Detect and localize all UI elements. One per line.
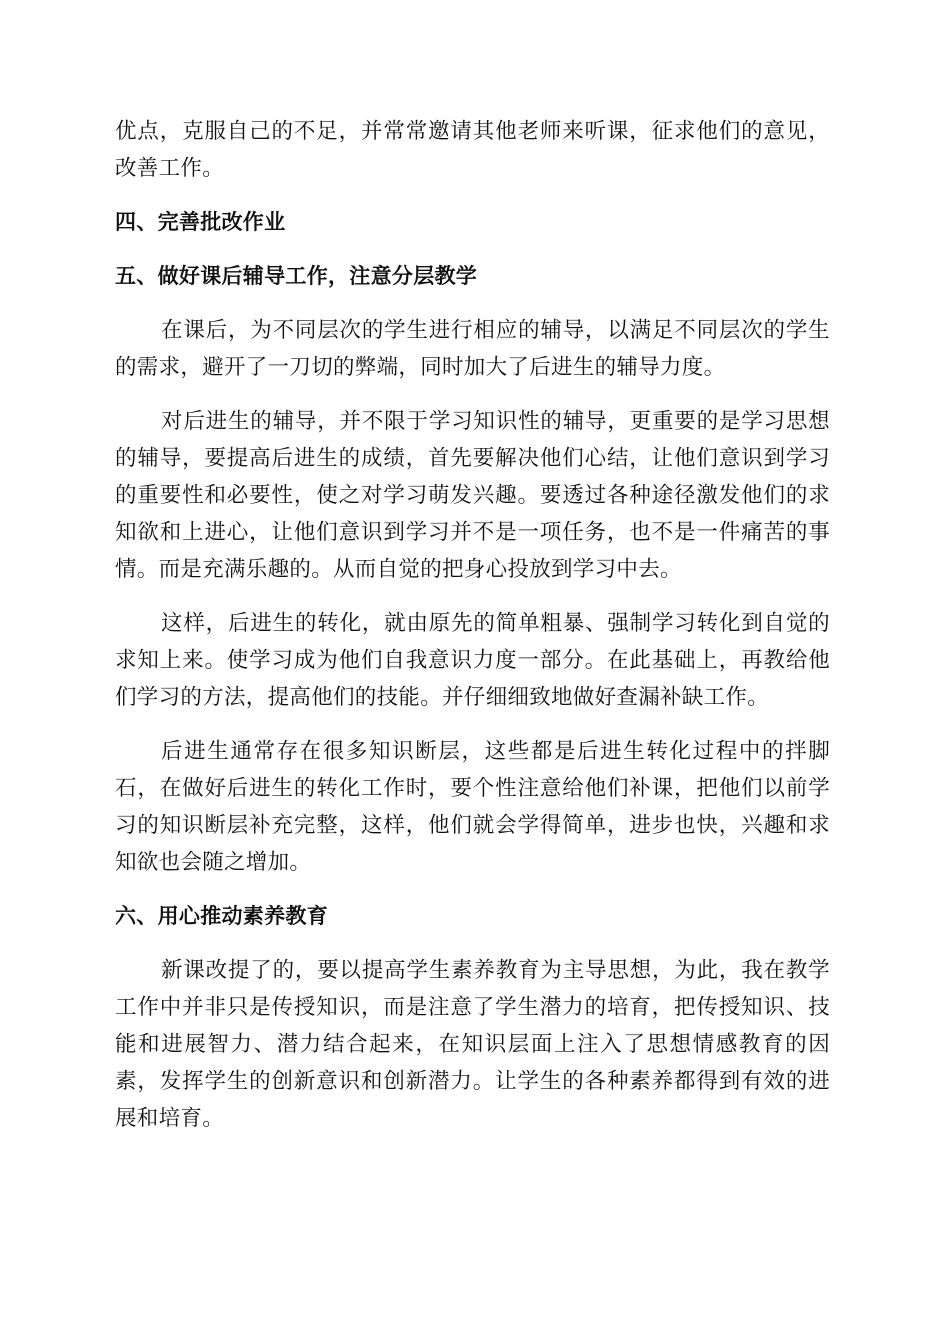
intro-paragraph: 优点，克服自己的不足，并常常邀请其他老师来听课，征求他们的意见，改善工作。 [115, 119, 830, 181]
section-5-paragraph: 后进生通常存在很多知识断层，这些都是后进生转化过程中的拌脚石，在做好后进生的转化工作时，要个性注意给他们补课，把他们以前学习的知识断层补充完整，这样，他们就会学得简单，进步也快，兴趣和求知欲也会随之增加。 [115, 739, 830, 875]
document-page [115, 113, 830, 1154]
section-5-heading: 五、做好课后辅导工作，注意分层教学 [115, 264, 478, 288]
section-5-paragraph: 对后进生的辅导，并不限于学习知识性的辅导，更重要的是学习思想的辅导，要提高后进生的成绩，首先要解决他们心结，让他们意识到学习的重要性和必要性，使之对学习萌发兴趣。要透过各种途径激发他们的求知欲和上进心，让他们意识到学习并不是一项任务，也不是一件痛苦的事情。而是充满乐趣的。从而自觉的把身心投放到学习中去。 [115, 409, 830, 582]
section-5-paragraph: 在课后，为不同层次的学生进行相应的辅导，以满足不同层次的学生的需求，避开了一刀切的弊端，同时加大了后进生的辅导力度。 [115, 318, 830, 380]
section-5-paragraph: 这样，后进生的转化，就由原先的简单粗暴、强制学习转化到自觉的求知上来。使学习成为他们自我意识力度一部分。在此基础上，再教给他们学习的方法，提高他们的技能。并仔细细致地做好查漏补缺工作。 [115, 611, 830, 710]
section-4-heading: 四、完善批改作业 [115, 210, 286, 234]
section-6-paragraph: 新课改提了的，要以提高学生素养教育为主导思想，为此，我在教学工作中并非只是传授知识，而是注意了学生潜力的培育，把传授知识、技能和进展智力、潜力结合起来，在知识层面上注入了思想情感教育的因素，发挥学生的创新意识和创新潜力。让学生的各种素养都得到有效的进展和培育。 [115, 958, 830, 1131]
section-6-heading: 六、用心推动素养教育 [115, 904, 328, 928]
